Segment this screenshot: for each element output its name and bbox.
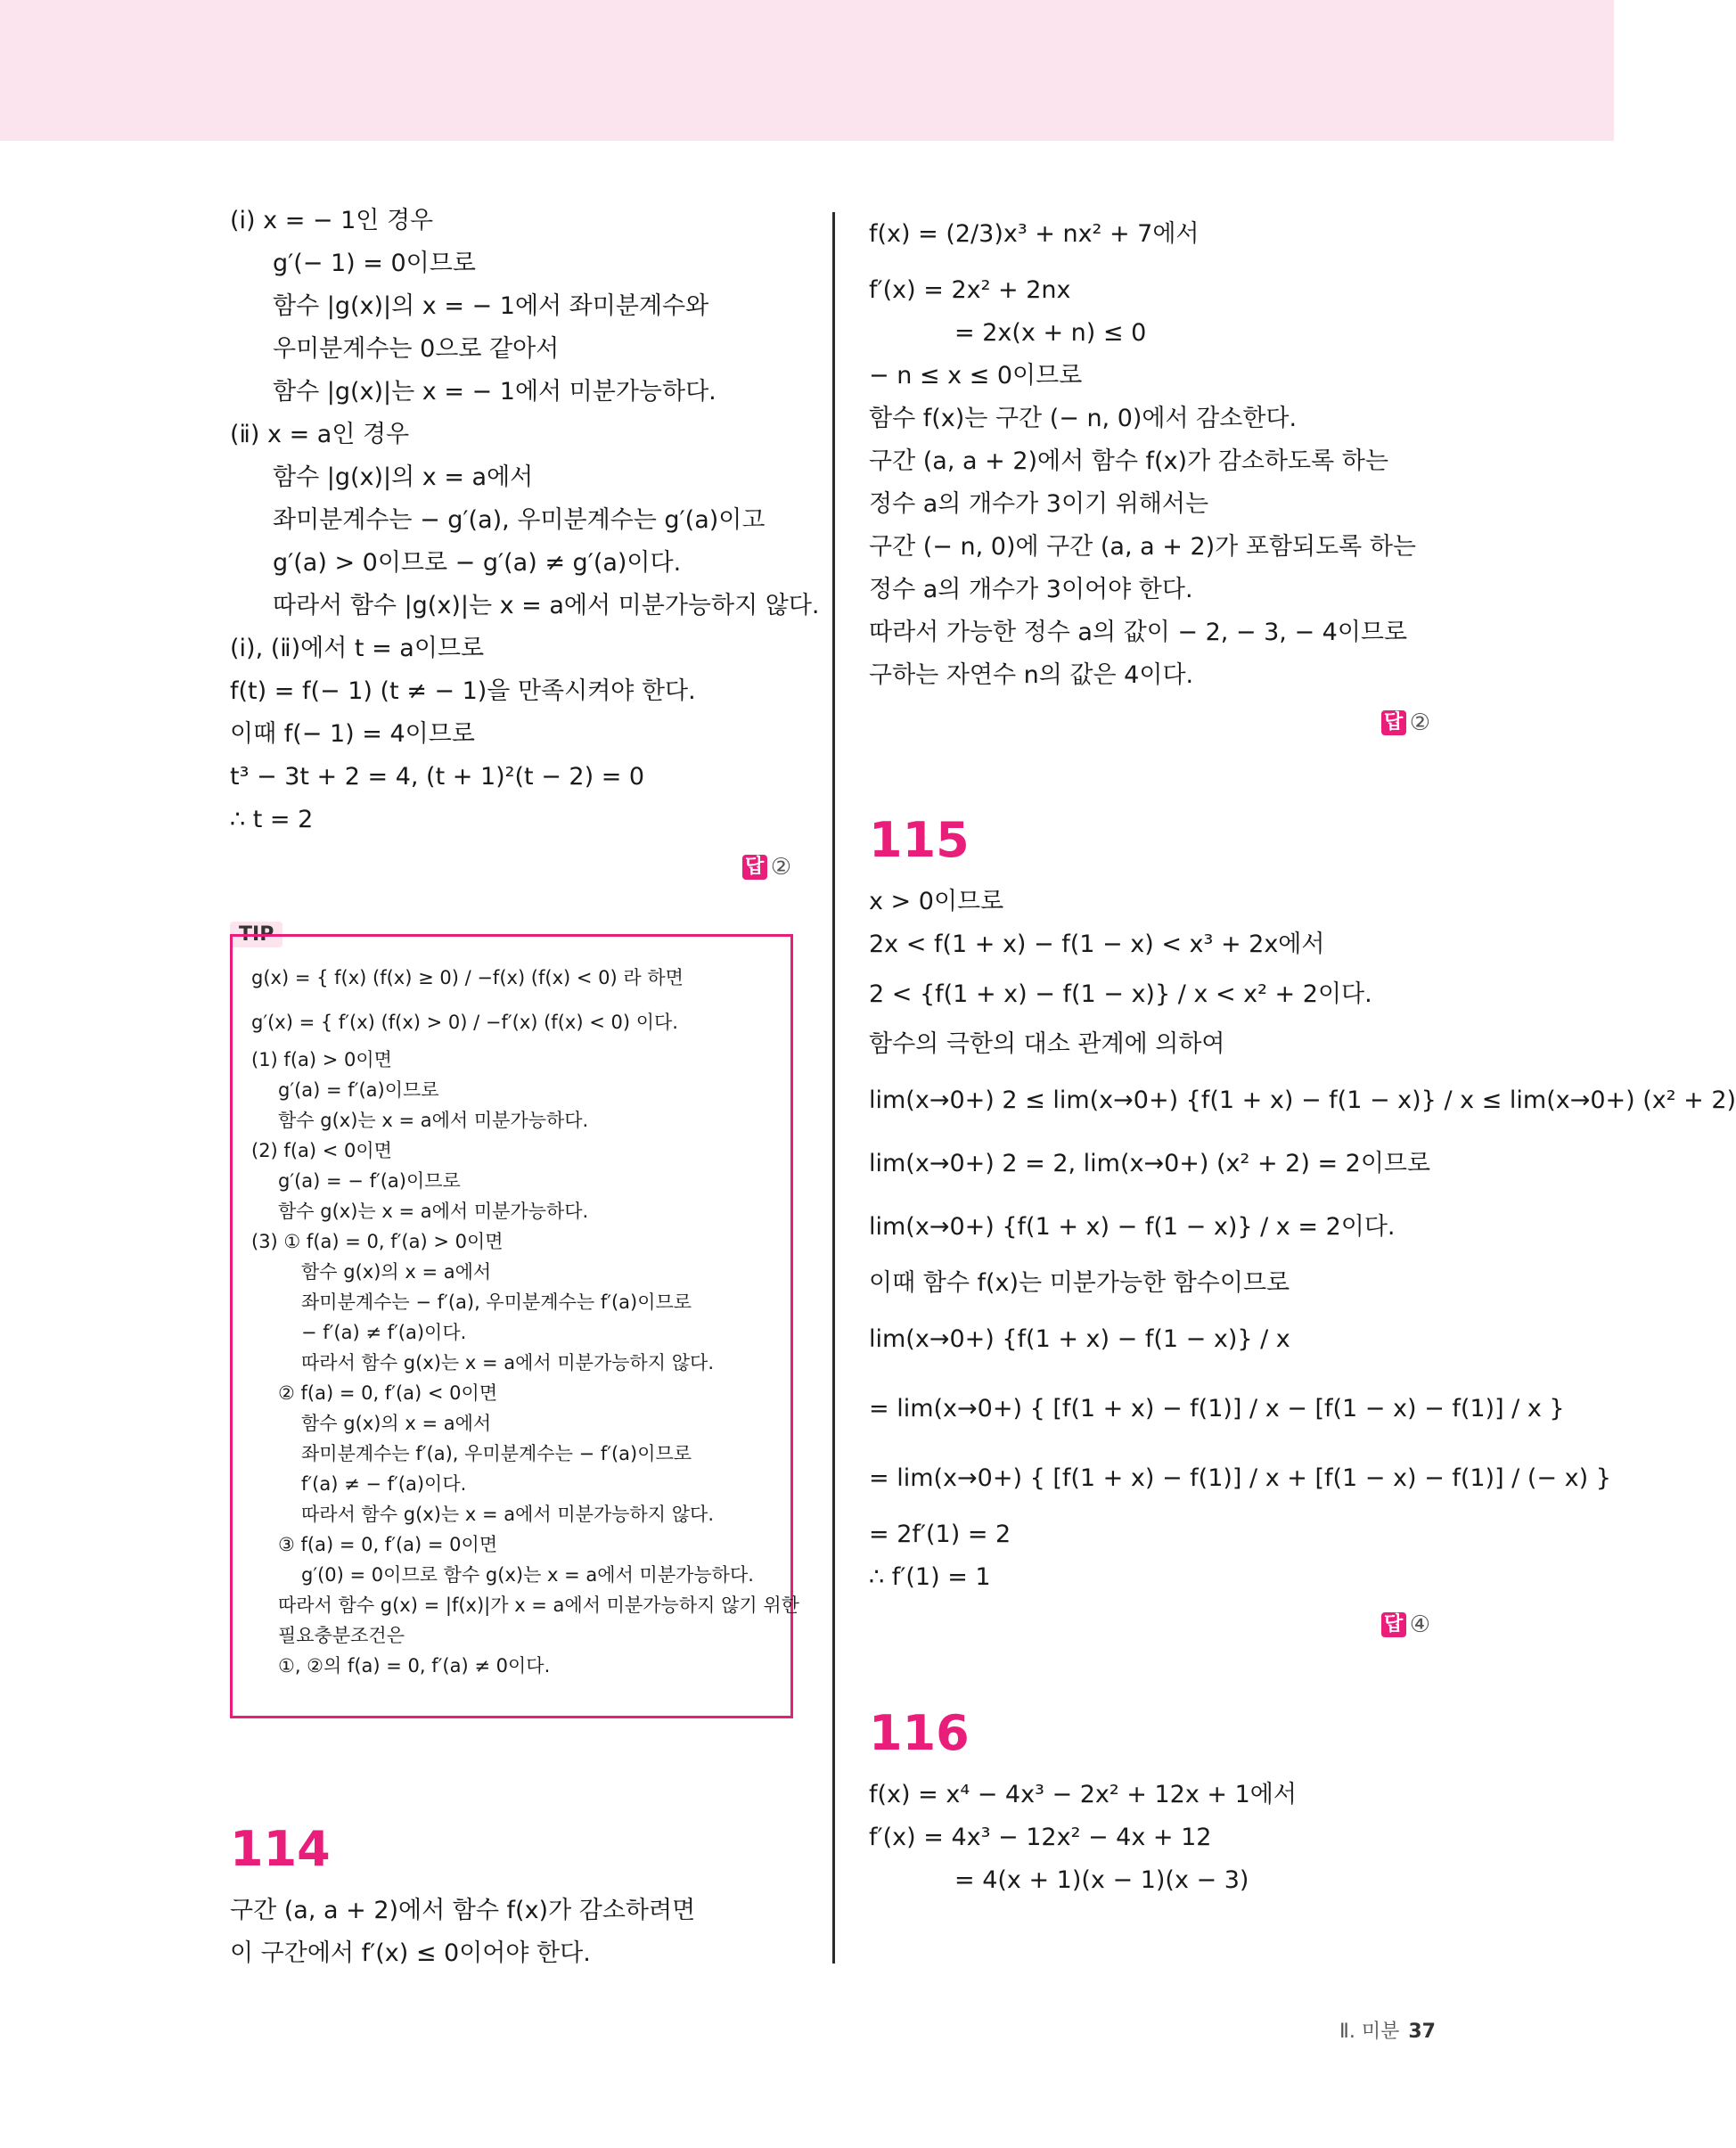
text-line: 이 구간에서 f′(x) ≤ 0이어야 한다.	[230, 1939, 591, 1967]
tip-line: g′(0) = 0이므로 함수 g(x)는 x = a에서 미분가능하다.	[301, 1564, 754, 1586]
text-line: 함수 |g(x)|는 x = − 1에서 미분가능하다.	[273, 378, 717, 406]
equation-line: = lim(x→0+) { [f(1 + x) − f(1)] / x − [f(1 − x) − f(1)] / x }	[869, 1395, 1565, 1422]
equation-line: = 2f′(1) = 2	[869, 1521, 1011, 1548]
problem-number-115: 115	[869, 812, 970, 868]
tip-line: g(x) = { f(x) (f(x) ≥ 0) / −f(x) (f(x) < 0) 라 하면	[251, 967, 684, 988]
answer-value: ④	[1409, 1611, 1430, 1638]
text-line: 정수 a의 개수가 3이기 위해서는	[869, 490, 1209, 518]
answer-badge: 답	[1381, 710, 1406, 735]
problem-114	[230, 1809, 800, 1975]
tip-line: (3) ① f(a) = 0, f′(a) > 0이면	[251, 1231, 504, 1252]
equation-line: f(x) = x⁴ − 4x³ − 2x² + 12x + 1에서	[869, 1781, 1297, 1808]
tip-line: 필요충분조건은	[278, 1625, 405, 1646]
text-line: 이때 f(− 1) = 4이므로	[230, 720, 475, 748]
tip-line: (2) f(a) < 0이면	[251, 1140, 392, 1161]
equation-line: = 2x(x + n) ≤ 0	[954, 319, 1147, 347]
column-divider	[832, 212, 835, 1964]
answer-value: ②	[1409, 709, 1430, 736]
equation-line: 2x < f(1 + x) − f(1 − x) < x³ + 2x에서	[869, 931, 1325, 958]
tip-line: 좌미분계수는 f′(a), 우미분계수는 − f′(a)이므로	[301, 1443, 692, 1464]
text-line: 우미분계수는 0으로 같아서	[273, 335, 560, 363]
text-line: (ⅰ), (ⅱ)에서 t = a이므로	[230, 635, 485, 662]
tip-line: f′(a) ≠ − f′(a)이다.	[301, 1473, 467, 1495]
equation-line: f′(x) = 4x³ − 12x² − 4x + 12	[869, 1824, 1212, 1851]
equation-line: lim(x→0+) {f(1 + x) − f(1 − x)} / x	[869, 1325, 1290, 1353]
text-line: g′(− 1) = 0이므로	[273, 250, 476, 277]
tip-line: ③ f(a) = 0, f′(a) = 0이면	[278, 1534, 498, 1555]
answer-113	[230, 841, 800, 891]
text-line: g′(a) > 0이므로 − g′(a) ≠ g′(a)이다.	[273, 549, 682, 577]
answer-badge: 답	[742, 855, 767, 880]
equation-line: lim(x→0+) 2 ≤ lim(x→0+) {f(1 + x) − f(1 − x)} / x ≤ lim(x→0+) (x² + 2)	[869, 1086, 1736, 1114]
tip-line: ①, ②의 f(a) = 0, f′(a) ≠ 0이다.	[278, 1655, 551, 1677]
tip-line: 함수 g(x)의 x = a에서	[301, 1261, 492, 1283]
tip-line: ② f(a) = 0, f′(a) < 0이면	[278, 1382, 498, 1404]
tip-line: (1) f(a) > 0이면	[251, 1049, 392, 1070]
case-2-heading: (ⅱ) x = a인 경우	[230, 421, 410, 448]
equation-line: = lim(x→0+) { [f(1 + x) − f(1)] / x + [f(1 − x) − f(1)] / (− x) }	[869, 1464, 1611, 1492]
tip-line: g′(x) = { f′(x) (f(x) > 0) / −f′(x) (f(x) < 0) 이다.	[251, 1012, 678, 1033]
tip-line: g′(a) = f′(a)이므로	[278, 1079, 439, 1101]
equation-line: 2 < {f(1 + x) − f(1 − x)} / x < x² + 2이다.	[869, 980, 1372, 1008]
tip-line: g′(a) = − f′(a)이므로	[278, 1170, 461, 1192]
tip-label: TIP	[230, 922, 283, 947]
tip-line: 따라서 함수 g(x)는 x = a에서 미분가능하지 않다.	[301, 1504, 715, 1525]
text-line: 좌미분계수는 − g′(a), 우미분계수는 g′(a)이고	[273, 506, 766, 534]
text-line: 함수의 극한의 대소 관계에 의하여	[869, 1030, 1225, 1058]
header-band	[0, 0, 1614, 141]
equation-line: f(x) = (2/3)x³ + nx² + 7에서	[869, 220, 1200, 248]
equation-line: t³ − 3t + 2 = 4, (t + 1)²(t − 2) = 0	[230, 763, 645, 791]
tip-line: 함수 g(x)는 x = a에서 미분가능하다.	[278, 1201, 589, 1222]
text-line: 함수 f(x)는 구간 (− n, 0)에서 감소한다.	[869, 405, 1298, 432]
conclusion-line: ∴ f′(1) = 1	[869, 1563, 991, 1591]
page-footer	[1339, 2016, 1436, 2044]
equation-line: f′(x) = 2x² + 2nx	[869, 276, 1071, 304]
tip-line: 함수 g(x)는 x = a에서 미분가능하다.	[278, 1110, 589, 1131]
tip-line: 좌미분계수는 − f′(a), 우미분계수는 f′(a)이므로	[301, 1291, 692, 1313]
text-line: 함수 |g(x)|의 x = a에서	[273, 463, 534, 491]
text-line: 구간 (a, a + 2)에서 함수 f(x)가 감소하려면	[230, 1897, 696, 1924]
text-line: f(t) = f(− 1) (t ≠ − 1)을 만족시켜야 한다.	[230, 677, 696, 705]
tip-line: 따라서 함수 g(x)는 x = a에서 미분가능하지 않다.	[301, 1352, 715, 1373]
problem-number: 114	[230, 1821, 331, 1877]
text-line: 따라서 가능한 정수 a의 값이 − 2, − 3, − 4이므로	[869, 619, 1408, 646]
text-line: − n ≤ x ≤ 0이므로	[869, 362, 1083, 389]
text-line: 이때 함수 f(x)는 미분가능한 함수이므로	[869, 1269, 1290, 1297]
equation-line: lim(x→0+) 2 = 2, lim(x→0+) (x² + 2) = 2이므로	[869, 1150, 1431, 1177]
text-line: 정수 a의 개수가 3이어야 한다.	[869, 576, 1193, 603]
text-line: 구간 (− n, 0)에 구간 (a, a + 2)가 포함되도록 하는	[869, 533, 1416, 561]
text-line: 구간 (a, a + 2)에서 함수 f(x)가 감소하도록 하는	[869, 447, 1388, 475]
equation-line: lim(x→0+) {f(1 + x) − f(1 − x)} / x = 2이다.	[869, 1213, 1396, 1241]
page-number: 37	[1408, 2021, 1436, 2043]
answer-value: ②	[770, 853, 791, 881]
text-line: 따라서 함수 |g(x)|는 x = a에서 미분가능하지 않다.	[273, 592, 820, 619]
tip-line: − f′(a) ≠ f′(a)이다.	[301, 1322, 467, 1343]
answer-114	[869, 697, 1439, 747]
text-line: 함수 |g(x)|의 x = − 1에서 좌미분계수와	[273, 292, 709, 320]
text-line: x > 0이므로	[869, 888, 1004, 915]
problem-number-116: 116	[869, 1705, 970, 1761]
answer-115	[869, 1599, 1439, 1649]
equation-line: = 4(x + 1)(x − 1)(x − 3)	[954, 1866, 1249, 1894]
answer-badge: 답	[1381, 1612, 1406, 1637]
tip-line: 함수 g(x)의 x = a에서	[301, 1413, 492, 1434]
section-label: Ⅱ. 미분	[1339, 2021, 1400, 2043]
left-column	[230, 200, 820, 891]
text-line: 구하는 자연수 n의 값은 4이다.	[869, 661, 1194, 689]
spacer	[869, 747, 1439, 800]
tip-line: 따라서 함수 g(x) = |f(x)|가 x = a에서 미분가능하지 않기 위한	[278, 1595, 799, 1616]
spacer	[869, 1649, 1439, 1693]
tip-content	[251, 955, 799, 1681]
case-1-heading: (ⅰ) x = − 1인 경우	[230, 207, 434, 234]
right-column	[869, 200, 1736, 1902]
conclusion-line: ∴ t = 2	[230, 806, 314, 833]
